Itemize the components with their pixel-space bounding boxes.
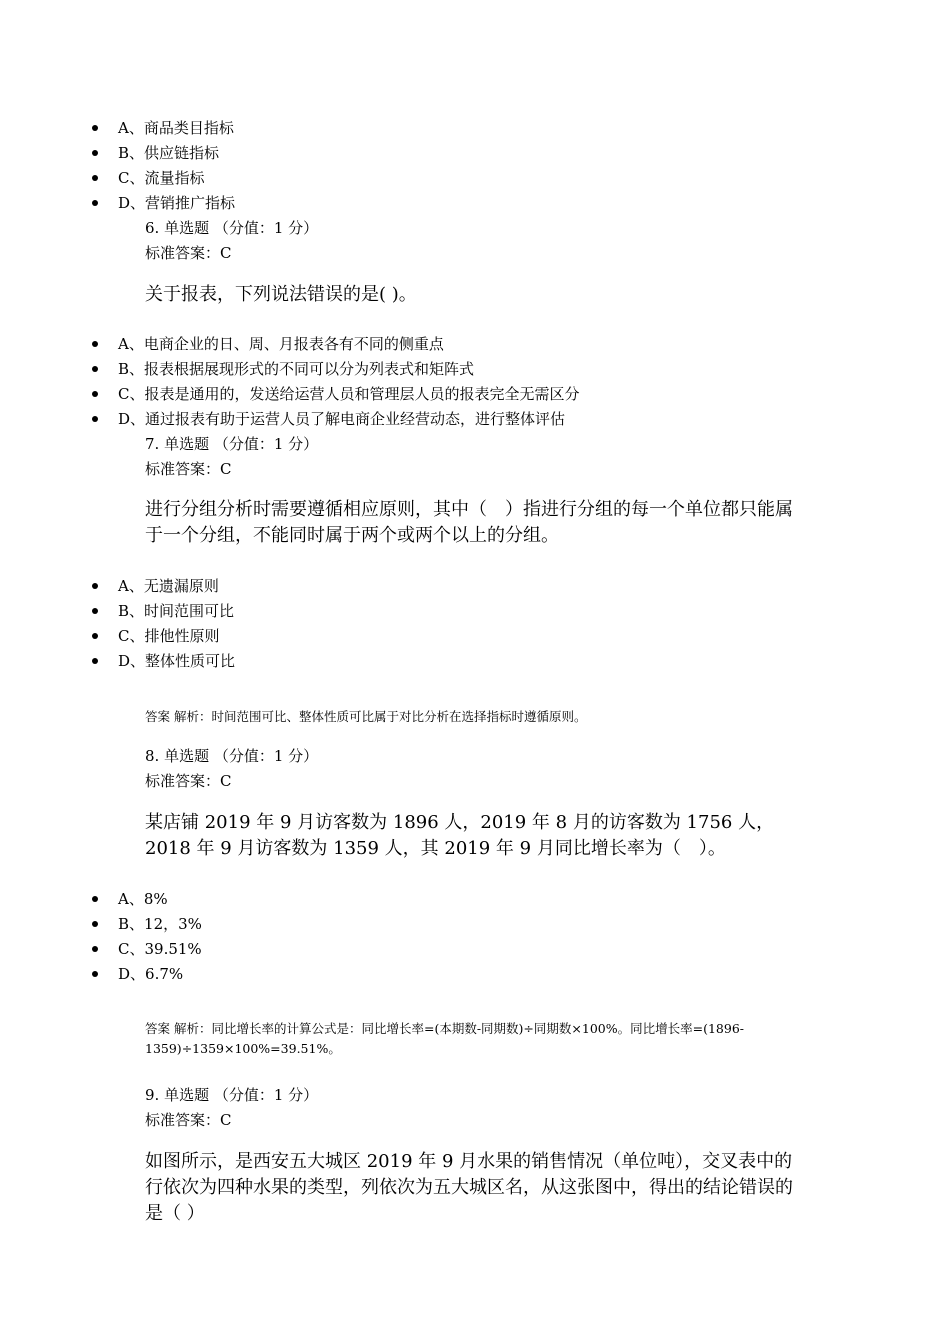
q6-header: 6. 单选题 （分值：1 分） <box>145 219 319 237</box>
bullet-icon <box>92 896 98 902</box>
q7-option-a <box>92 576 219 596</box>
option-text: B、12，3% <box>118 915 202 933</box>
bullet-icon <box>92 391 98 397</box>
option-text: B、时间范围可比 <box>118 602 235 620</box>
q5-option-b <box>92 143 219 163</box>
q8-header: 8. 单选题 （分值：1 分） <box>145 747 319 765</box>
q6-question: 关于报表，下列说法错误的是( )。 <box>145 284 417 305</box>
q7-question: 进行分组分析时需要遵循相应原则，其中（ ）指进行分组的每一个单位都只能属于一个分组，不能同时属于两个或两个以上的分组。 <box>145 499 793 546</box>
q8-option-b <box>92 914 202 934</box>
q9-answer: 标准答案：C <box>145 1111 232 1129</box>
option-text: D、整体性质可比 <box>118 652 236 670</box>
option-text: B、供应链指标 <box>118 144 220 162</box>
q8-option-a <box>92 889 168 909</box>
bullet-icon <box>92 125 98 131</box>
bullet-icon <box>92 971 98 977</box>
q6-answer: 标准答案：C <box>145 244 232 262</box>
q6-option-d <box>92 409 565 429</box>
q7-explanation: 答案 解析：时间范围可比、整体性质可比属于对比分析在选择指标时遵循原则。 <box>145 709 587 724</box>
option-text: D、通过报表有助于运营人员了解电商企业经营动态，进行整体评估 <box>118 410 566 428</box>
option-text: D、6.7% <box>118 965 184 983</box>
q7-header: 7. 单选题 （分值：1 分） <box>145 435 319 453</box>
option-text: A、商品类目指标 <box>118 119 234 137</box>
q5-option-d <box>92 193 235 213</box>
option-text: C、流量指标 <box>118 169 205 187</box>
q8-option-d <box>92 964 183 984</box>
q5-option-a <box>92 118 234 138</box>
q7-option-d <box>92 651 235 671</box>
option-text: C、39.51% <box>118 940 202 958</box>
bullet-icon <box>92 921 98 927</box>
bullet-icon <box>92 633 98 639</box>
q8-question: 某店铺 2019 年 9 月访客数为 1896 人，2019 年 8 月的访客数为 1756 人，2018 年 9 月访客数为 1359 人，其 2019 年 9 月同比增长率为（ ）。 <box>145 812 775 859</box>
q8-answer: 标准答案：C <box>145 772 232 790</box>
q8-explanation: 答案 解析：同比增长率的计算公式是：同比增长率=(本期数-同期数)÷同期数×100%。同比增长率=(1896-1359)÷1359×100%=39.51%。 <box>145 1021 744 1056</box>
option-text: B、报表根据展现形式的不同可以分为列表式和矩阵式 <box>118 360 475 378</box>
option-text: C、排他性原则 <box>118 627 220 645</box>
bullet-icon <box>92 658 98 664</box>
q8-option-c <box>92 939 202 959</box>
q6-option-a <box>92 334 444 354</box>
bullet-icon <box>92 175 98 181</box>
option-text: D、营销推广指标 <box>118 194 236 212</box>
q6-option-c <box>92 384 579 404</box>
bullet-icon <box>92 341 98 347</box>
q7-option-b <box>92 601 234 621</box>
q9-question: 如图所示，是西安五大城区 2019 年 9 月水果的销售情况（单位吨），交叉表中的行依次为四种水果的类型，列依次为五大城区名，从这张图中，得出的结论错误的是（ ） <box>145 1151 793 1224</box>
bullet-icon <box>92 583 98 589</box>
q7-answer: 标准答案：C <box>145 460 232 478</box>
bullet-icon <box>92 416 98 422</box>
bullet-icon <box>92 150 98 156</box>
option-text: A、8% <box>118 890 168 908</box>
bullet-icon <box>92 608 98 614</box>
option-text: A、无遗漏原则 <box>118 577 219 595</box>
bullet-icon <box>92 946 98 952</box>
q9-header: 9. 单选题 （分值：1 分） <box>145 1086 319 1104</box>
option-text: A、电商企业的日、周、月报表各有不同的侧重点 <box>118 335 444 353</box>
q6-option-b <box>92 359 474 379</box>
q7-option-c <box>92 626 219 646</box>
option-text: C、报表是通用的，发送给运营人员和管理层人员的报表完全无需区分 <box>118 385 580 403</box>
bullet-icon <box>92 200 98 206</box>
q5-option-c <box>92 168 204 188</box>
bullet-icon <box>92 366 98 372</box>
